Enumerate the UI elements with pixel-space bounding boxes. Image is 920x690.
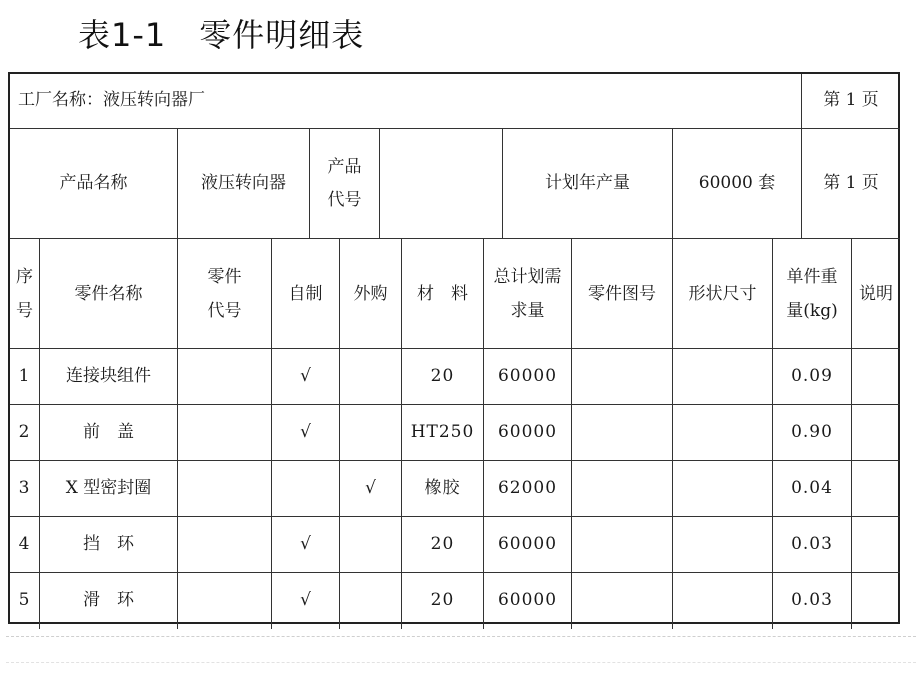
cell-purchased bbox=[340, 405, 402, 461]
cell-seq: 1 bbox=[10, 349, 40, 405]
cell-drawing-no bbox=[572, 405, 673, 461]
cell-part-code bbox=[178, 349, 272, 405]
page-divider bbox=[6, 636, 916, 637]
cell-remark bbox=[852, 405, 900, 461]
cell-drawing-no bbox=[572, 517, 673, 573]
cell-drawing-no bbox=[572, 573, 673, 629]
column-header-shape-size: 形状尺寸 bbox=[673, 239, 773, 349]
cell-material: 20 bbox=[402, 573, 484, 629]
cell-part-code bbox=[178, 461, 272, 517]
column-header-remark: 说明 bbox=[852, 239, 900, 349]
page-divider bbox=[6, 662, 916, 663]
annual-plan-label: 计划年产量 bbox=[503, 129, 673, 239]
cell-remark bbox=[852, 349, 900, 405]
cell-self-made bbox=[272, 461, 340, 517]
product-name-label: 产品名称 bbox=[10, 129, 178, 239]
column-header-drawing-no: 零件图号 bbox=[572, 239, 673, 349]
column-header-self-made: 自制 bbox=[272, 239, 340, 349]
cell-self-made: √ bbox=[272, 349, 340, 405]
cell-remark bbox=[852, 573, 900, 629]
column-header-purchased: 外购 bbox=[340, 239, 402, 349]
cell-purchased: √ bbox=[340, 461, 402, 517]
cell-self-made: √ bbox=[272, 573, 340, 629]
cell-seq: 5 bbox=[10, 573, 40, 629]
factory-page-number: 第 1 页 bbox=[802, 74, 900, 129]
product-page-number: 第 1 页 bbox=[802, 129, 900, 239]
cell-total-demand: 60000 bbox=[484, 517, 572, 573]
column-header-total-demand: 总计划需 求量 bbox=[484, 239, 572, 349]
cell-purchased bbox=[340, 349, 402, 405]
cell-part-code bbox=[178, 573, 272, 629]
cell-unit-weight: 0.09 bbox=[773, 349, 852, 405]
cell-material: 20 bbox=[402, 349, 484, 405]
cell-shape-size bbox=[673, 461, 773, 517]
column-header-unit-weight: 单件重 量(kg) bbox=[773, 239, 852, 349]
cell-total-demand: 60000 bbox=[484, 573, 572, 629]
cell-total-demand: 60000 bbox=[484, 405, 572, 461]
cell-material: 橡胶 bbox=[402, 461, 484, 517]
cell-self-made: √ bbox=[272, 405, 340, 461]
factory-name: 工厂名称：液压转向器厂 bbox=[10, 74, 802, 129]
product-name-value: 液压转向器 bbox=[178, 129, 310, 239]
column-header-seq: 序 号 bbox=[10, 239, 40, 349]
cell-drawing-no bbox=[572, 461, 673, 517]
cell-part-name: 连接块组件 bbox=[40, 349, 178, 405]
product-code-value bbox=[380, 129, 503, 239]
cell-shape-size bbox=[673, 517, 773, 573]
cell-seq: 2 bbox=[10, 405, 40, 461]
cell-shape-size bbox=[673, 349, 773, 405]
cell-remark bbox=[852, 517, 900, 573]
page-title: 表1-1 零件明细表 bbox=[78, 16, 365, 54]
cell-part-name: 挡 环 bbox=[40, 517, 178, 573]
cell-self-made: √ bbox=[272, 517, 340, 573]
cell-unit-weight: 0.03 bbox=[773, 573, 852, 629]
cell-purchased bbox=[340, 573, 402, 629]
product-code-label: 产品 代号 bbox=[310, 129, 380, 239]
cell-part-code bbox=[178, 517, 272, 573]
cell-material: 20 bbox=[402, 517, 484, 573]
cell-seq: 4 bbox=[10, 517, 40, 573]
column-header-material: 材 料 bbox=[402, 239, 484, 349]
cell-total-demand: 62000 bbox=[484, 461, 572, 517]
cell-part-code bbox=[178, 405, 272, 461]
cell-unit-weight: 0.90 bbox=[773, 405, 852, 461]
cell-unit-weight: 0.03 bbox=[773, 517, 852, 573]
cell-seq: 3 bbox=[10, 461, 40, 517]
cell-shape-size bbox=[673, 405, 773, 461]
cell-shape-size bbox=[673, 573, 773, 629]
cell-remark bbox=[852, 461, 900, 517]
cell-drawing-no bbox=[572, 349, 673, 405]
column-header-part-name: 零件名称 bbox=[40, 239, 178, 349]
cell-material: HT250 bbox=[402, 405, 484, 461]
cell-total-demand: 60000 bbox=[484, 349, 572, 405]
parts-detail-table bbox=[8, 72, 900, 624]
cell-part-name: X 型密封圈 bbox=[40, 461, 178, 517]
annual-plan-value: 60000 套 bbox=[673, 129, 802, 239]
cell-purchased bbox=[340, 517, 402, 573]
column-header-part-code: 零件 代号 bbox=[178, 239, 272, 349]
cell-part-name: 前 盖 bbox=[40, 405, 178, 461]
cell-unit-weight: 0.04 bbox=[773, 461, 852, 517]
cell-part-name: 滑 环 bbox=[40, 573, 178, 629]
